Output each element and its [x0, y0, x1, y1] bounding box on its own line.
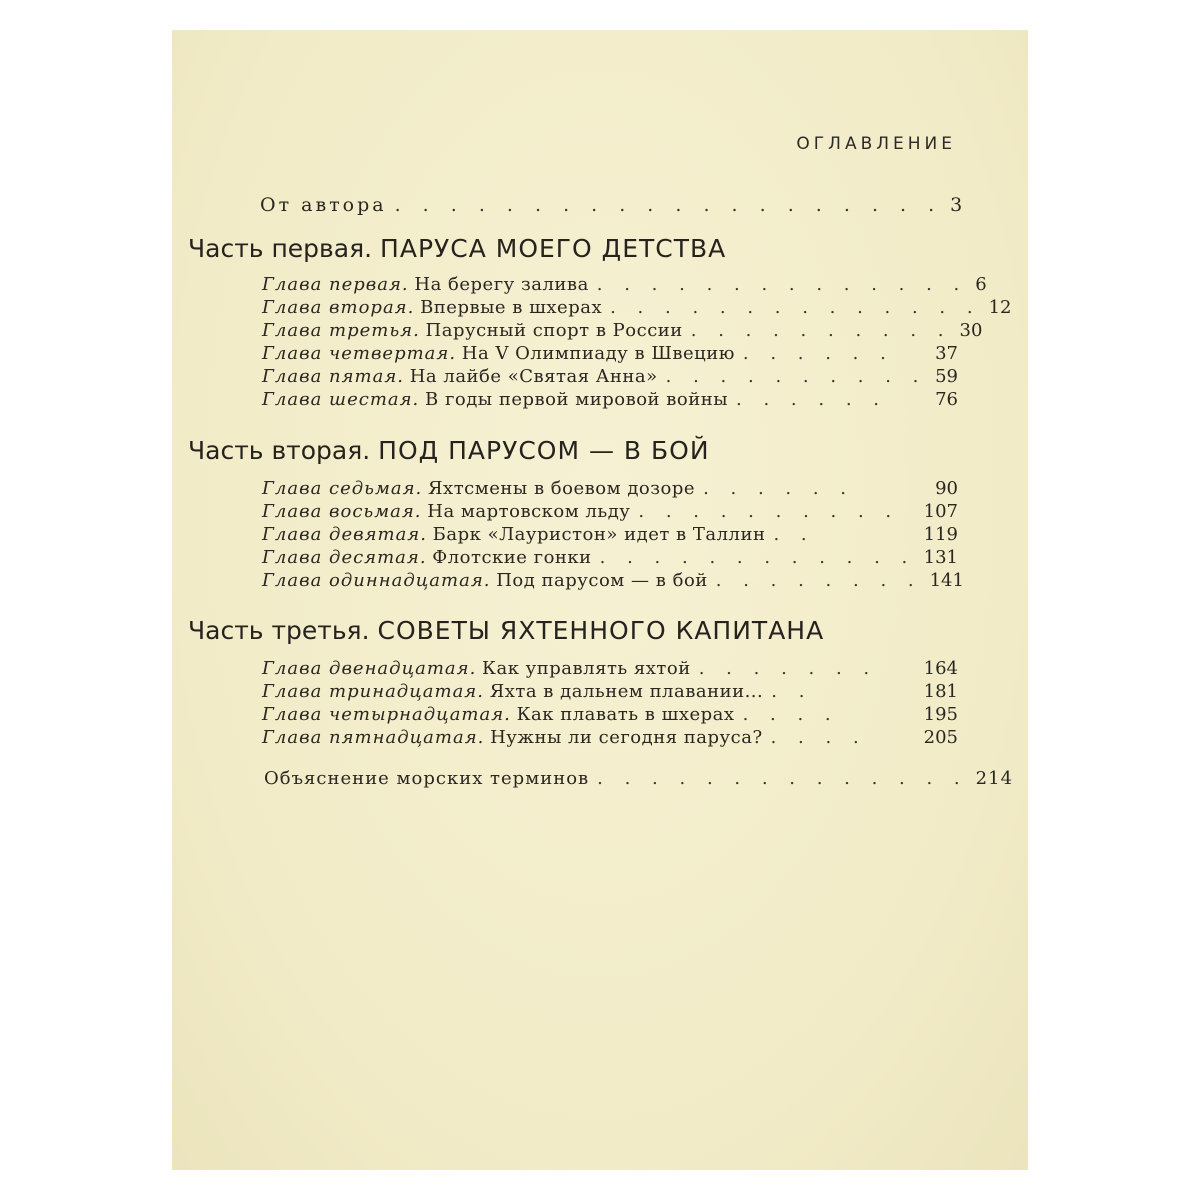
chapter-label: Глава четырнадцатая. [262, 704, 511, 725]
page-number: 90 [935, 478, 958, 499]
toc-entry-chapter[interactable] [262, 726, 958, 749]
chapter-label: Глава десятая. [262, 547, 427, 568]
toc-entry-chapter[interactable] [262, 569, 964, 592]
toc-entry-chapter[interactable] [262, 273, 987, 296]
toc-entry-chapter[interactable] [262, 319, 983, 342]
chapter-label: Глава вторая. [262, 297, 415, 318]
chapter-title: Под парусом — в бой [496, 570, 708, 591]
dot-leader: . . . . . . . . . . . . . . [597, 768, 968, 789]
dot-leader: . . . . . . . . . . [638, 501, 900, 522]
toc-entry-chapter[interactable] [262, 680, 958, 703]
page-number: 181 [923, 681, 958, 702]
page-number: 37 [935, 343, 958, 364]
page-number: 141 [929, 570, 964, 591]
chapter-title: Как плавать в шхерах [516, 704, 735, 725]
dot-leader: . . . . [770, 727, 867, 748]
dot-leader: . . [773, 524, 815, 545]
dot-leader: . . . . . . . [698, 658, 878, 679]
chapter-title: Парусный спорт в России [425, 320, 683, 341]
toc-entry-chapter[interactable] [262, 342, 958, 365]
toc-entry-glossary[interactable] [264, 768, 1014, 789]
toc-entry-chapter[interactable] [262, 365, 958, 388]
dot-leader: . . . . . . . . [715, 570, 922, 591]
page-number: 205 [923, 727, 958, 748]
page-number: 119 [923, 524, 958, 545]
chapter-label: Глава двенадцатая. [262, 658, 477, 679]
page-number: 76 [935, 389, 958, 410]
chapter-title: Как управлять яхтой [482, 658, 691, 679]
page-number: 12 [988, 297, 1012, 318]
page-number: 107 [923, 501, 958, 522]
part-heading-2 [188, 436, 710, 465]
part-title: СОВЕТЫ ЯХТЕННОГО КАПИТАНА [377, 616, 825, 645]
dot-leader: . . . . . . [736, 389, 887, 410]
part-title: ПАРУСА МОЕГО ДЕТСТВА [380, 234, 727, 263]
toc-entry-chapter[interactable] [262, 296, 1012, 319]
page-number: 214 [975, 768, 1014, 789]
dot-leader: . . [771, 681, 813, 702]
chapter-label: Глава девятая. [262, 524, 427, 545]
book-page [172, 30, 1028, 1170]
chapter-label: Глава третья. [262, 320, 420, 341]
toc-entry-chapter[interactable] [262, 477, 958, 500]
chapter-title: На мартовском льду [427, 501, 631, 522]
entry-title: Объяснение морских терминов [264, 768, 590, 789]
part-heading-3 [188, 616, 824, 645]
chapter-label: Глава седьмая. [262, 478, 423, 499]
toc-entry-chapter[interactable] [262, 523, 958, 546]
chapter-label: Глава одиннадцатая. [262, 570, 491, 591]
chapter-label: Глава шестая. [262, 389, 420, 410]
page-number: 59 [935, 366, 958, 387]
toc-entry-chapter[interactable] [262, 657, 958, 680]
chapter-title: Нужны ли сегодня паруса? [490, 727, 763, 748]
chapter-title: Яхтсмены в боевом дозоре [428, 478, 696, 499]
chapter-label: Глава пятнадцатая. [262, 727, 485, 748]
page-number: 164 [923, 658, 958, 679]
toc-entry-intro[interactable] [260, 194, 966, 216]
chapter-title: В годы первой мировой войны [425, 389, 729, 410]
chapter-label: Глава первая. [262, 274, 409, 295]
dot-leader: . . . . . . . . . . . . . . . . . . . . [394, 194, 943, 216]
dot-leader: . . . . [742, 704, 839, 725]
toc-entry-chapter[interactable] [262, 500, 958, 523]
chapter-label: Глава пятая. [262, 366, 404, 387]
chapter-title: Яхта в дальнем плавании... [489, 681, 764, 702]
toc-entry-chapter[interactable] [262, 546, 958, 569]
dot-leader: . . . . . . . . . . [690, 320, 952, 341]
chapter-title: Барк «Лауристон» идет в Таллин [432, 524, 766, 545]
page-number: 30 [959, 320, 983, 341]
toc-entry-chapter[interactable] [262, 703, 958, 726]
chapter-title: На берегу залива [414, 274, 589, 295]
part-label: Часть третья. [188, 616, 370, 645]
chapter-title: На V Олимпиаду в Швецию [461, 343, 735, 364]
chapter-title: На лайбе «Святая Анна» [409, 366, 658, 387]
chapter-label: Глава восьмая. [262, 501, 422, 522]
dot-leader: . . . . . . [703, 478, 855, 499]
dot-leader: . . . . . . . . . . [665, 366, 927, 387]
toc-entry-chapter[interactable] [262, 388, 958, 411]
dot-leader: . . . . . . . . . . . . . . [610, 297, 981, 318]
chapter-title: Впервые в шхерах [420, 297, 603, 318]
dot-leader: . . . . . . [742, 343, 894, 364]
chapter-label: Глава тринадцатая. [262, 681, 484, 702]
toc-heading: ОГЛАВЛЕНИЕ [796, 134, 956, 154]
part-label: Часть первая. [188, 234, 373, 263]
page-number: 131 [923, 547, 958, 568]
chapter-title: Флотские гонки [432, 547, 592, 568]
dot-leader: . . . . . . . . . . . . . . [596, 274, 968, 295]
page-number: 6 [975, 274, 987, 295]
dot-leader: . . . . . . . . . . . . [599, 547, 916, 568]
part-heading-1 [188, 234, 726, 263]
page-number: 195 [923, 704, 958, 725]
entry-title: От автора [260, 194, 387, 216]
page-number: 3 [950, 194, 966, 216]
part-title: ПОД ПАРУСОМ — В БОЙ [378, 436, 710, 465]
chapter-label: Глава четвертая. [262, 343, 457, 364]
part-label: Часть вторая. [188, 436, 371, 465]
